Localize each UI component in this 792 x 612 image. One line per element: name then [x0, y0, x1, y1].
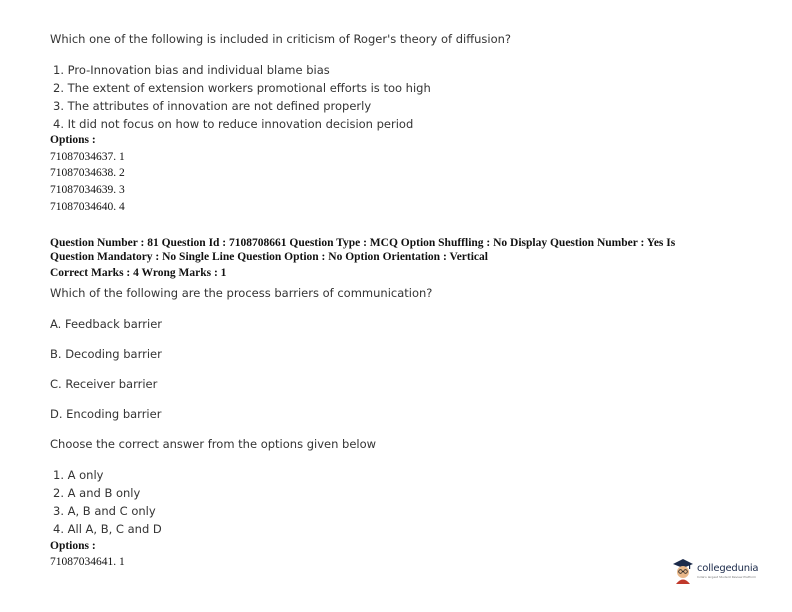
options-label: Options :	[50, 540, 96, 552]
option-id: 71087034638. 2	[50, 167, 125, 179]
answer-choice: 2. A and B only	[53, 486, 141, 500]
logo-tagline: India's largest Student Review Platform	[697, 575, 757, 579]
statement: D. Encoding barrier	[50, 407, 162, 421]
question-meta: Question Number : 81 Question Id : 7108708661 Question Type : MCQ Option Shuffling : No Display Question Number : Yes Is	[50, 237, 676, 249]
question-text: Which of the following are the process barriers of communication?	[50, 286, 433, 300]
logo-name: collegedunia	[697, 563, 759, 574]
question-marks: Correct Marks : 4 Wrong Marks : 1	[50, 267, 227, 279]
question-meta: Question Mandatory : No Single Line Question Option : No Option Orientation : Vertical	[50, 251, 488, 263]
answer-choice: 2. The extent of extension workers promotional efforts is too high	[53, 81, 431, 95]
option-id: 71087034641. 1	[50, 556, 125, 568]
option-id: 71087034639. 3	[50, 184, 125, 196]
answer-choice: 4. All A, B, C and D	[53, 522, 162, 536]
answer-choice: 1. Pro-Innovation bias and individual blame bias	[53, 63, 330, 77]
answer-choice: 4. It did not focus on how to reduce innovation decision period	[53, 117, 414, 131]
statement: A. Feedback barrier	[50, 317, 162, 331]
instruction-text: Choose the correct answer from the options given below	[50, 437, 377, 451]
answer-choice: 3. The attributes of innovation are not defined properly	[53, 99, 372, 113]
question-text: Which one of the following is included in criticism of Roger's theory of diffusion?	[50, 32, 512, 46]
options-label: Options :	[50, 134, 96, 146]
mascot-icon	[672, 558, 694, 584]
statement: C. Receiver barrier	[50, 377, 158, 391]
statement: B. Decoding barrier	[50, 347, 162, 361]
option-id: 71087034637. 1	[50, 151, 125, 163]
answer-choice: 3. A, B and C only	[53, 504, 156, 518]
collegedunia-logo	[672, 556, 772, 586]
option-id: 71087034640. 4	[50, 201, 125, 213]
answer-choice: 1. A only	[53, 468, 104, 482]
